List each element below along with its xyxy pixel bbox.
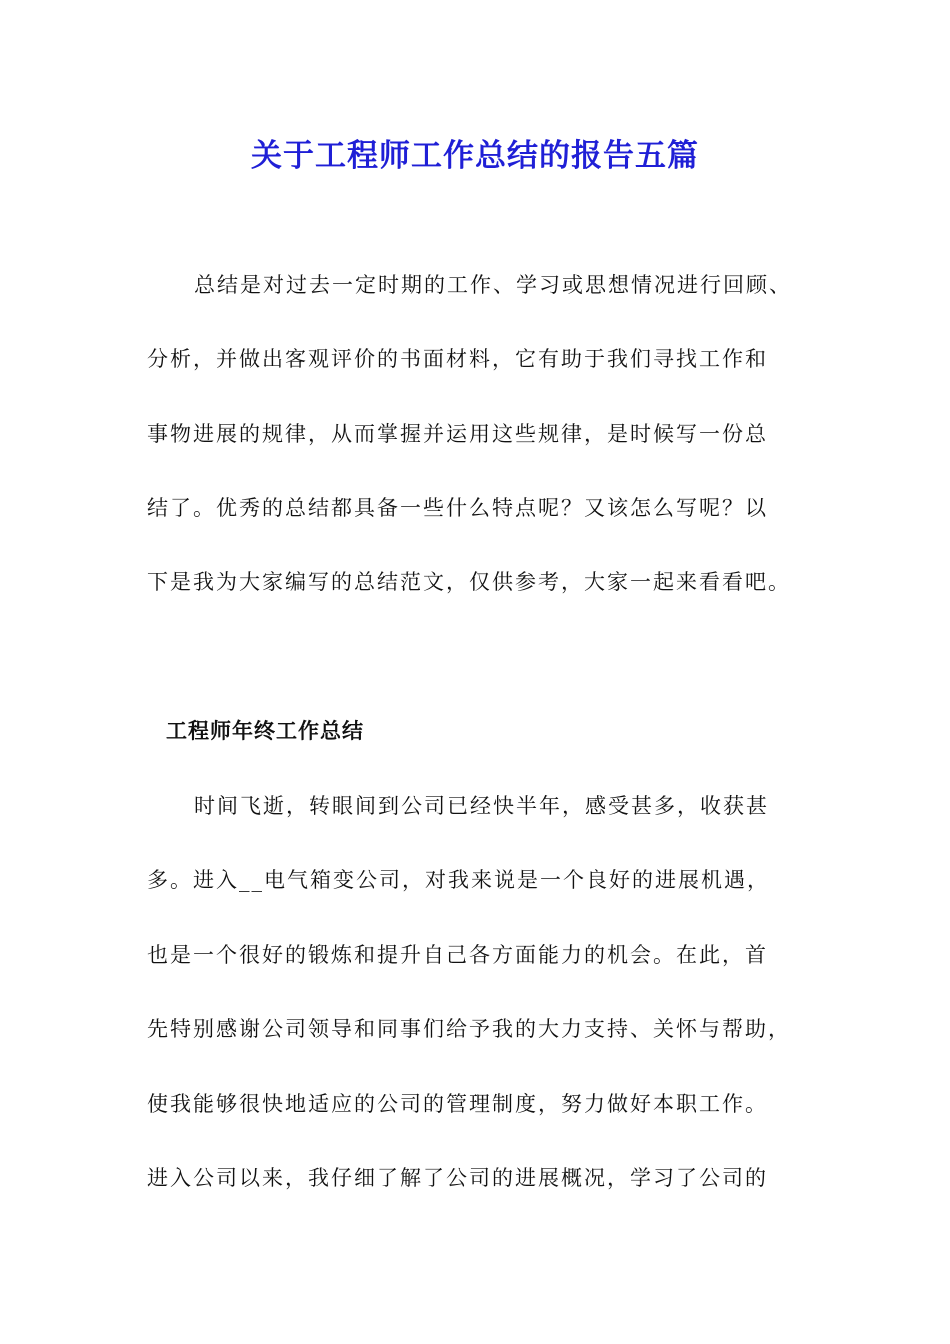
intro-line: 结了。优秀的总结都具备一些什么特点呢？又该怎么写呢？以: [147, 496, 768, 520]
body-line: 使我能够很快地适应的公司的管理制度，努力做好本职工作。: [147, 1092, 768, 1116]
body-line: 进入公司以来，我仔细了解了公司的进展概况，学习了公司的: [147, 1166, 768, 1190]
page-title: 关于工程师工作总结的报告五篇: [251, 138, 699, 174]
body-line: 多。进入__电气箱变公司，对我来说是一个良好的进展机遇，: [147, 868, 770, 892]
body-line: 先特别感谢公司领导和同事们给予我的大力支持、关怀与帮助，: [147, 1017, 791, 1041]
intro-line: 事物进展的规律，从而掌握并运用这些规律，是时候写一份总: [147, 422, 768, 446]
body-line: 时间飞逝，转眼间到公司已经快半年，感受甚多，收获甚: [194, 794, 769, 818]
body-line: 也是一个很好的锻炼和提升自己各方面能力的机会。在此，首: [147, 943, 768, 967]
intro-line: 总结是对过去一定时期的工作、学习或思想情况进行回顾、: [194, 273, 792, 297]
intro-line: 分析，并做出客观评价的书面材料，它有助于我们寻找工作和: [147, 347, 768, 371]
section-heading: 工程师年终工作总结: [166, 718, 364, 743]
intro-line: 下是我为大家编写的总结范文，仅供参考，大家一起来看看吧。: [147, 570, 791, 594]
